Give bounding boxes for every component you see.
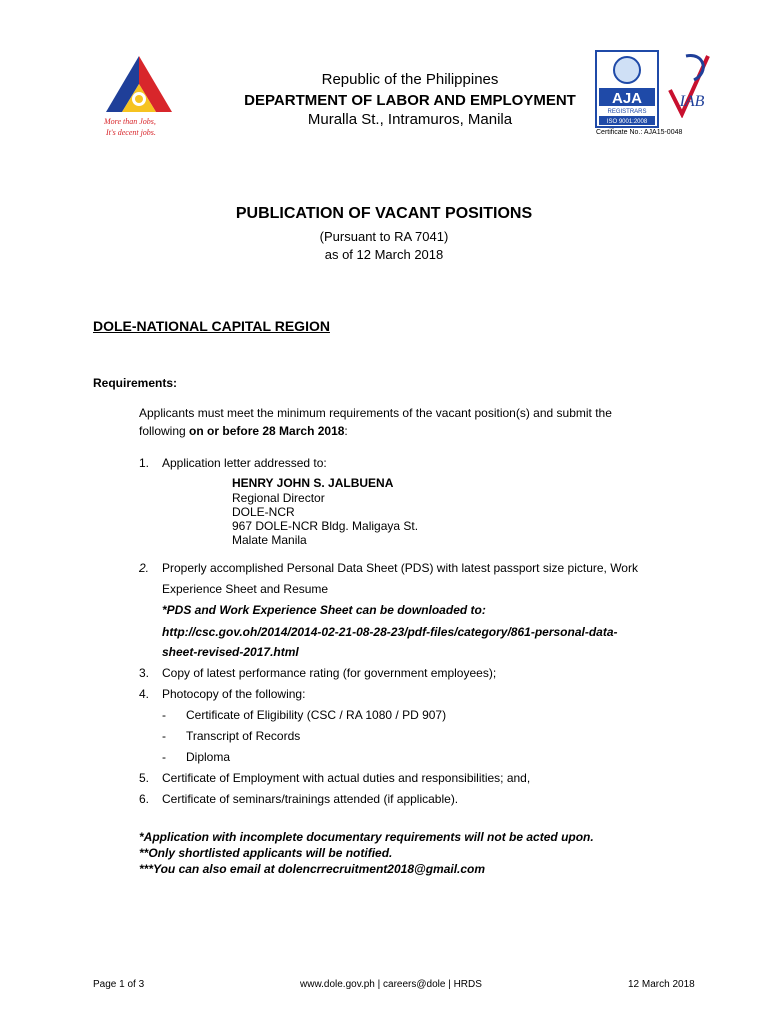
item-2-line-2: Experience Sheet and Resume bbox=[162, 582, 329, 596]
header-department: DEPARTMENT OF LABOR AND EMPLOYMENT bbox=[244, 92, 576, 109]
sub-item-transcript: Transcript of Records bbox=[186, 729, 301, 743]
pds-download-link[interactable]: http://csc.gov.oh/2014/2014-02-21-08-28-23/pdf-files/category/861-personal-data- bbox=[162, 625, 618, 639]
publication-title: PUBLICATION OF VACANT POSITIONS bbox=[235, 205, 533, 222]
note-email: ***You can also email at dolencrrecruitment2018@gmail.com bbox=[139, 862, 486, 876]
intro-suffix: : bbox=[344, 424, 348, 438]
aja-iso: ISO 9001:2008 bbox=[606, 119, 648, 125]
addressee-street: 967 DOLE-NCR Bldg. Maligaya St. bbox=[232, 519, 419, 533]
header-address: Muralla St., Intramuros, Manila bbox=[307, 111, 513, 128]
footer-date: 12 March 2018 bbox=[628, 979, 695, 990]
footer-page-number: Page 1 of 3 bbox=[93, 979, 145, 990]
publication-subtitle: (Pursuant to RA 7041) bbox=[319, 229, 449, 244]
addressee-title: Regional Director bbox=[232, 491, 325, 505]
aja-logo bbox=[595, 50, 659, 128]
pds-download-link-cont[interactable]: sheet-revised-2017.html bbox=[162, 645, 299, 659]
item-number-1: 1. bbox=[139, 456, 150, 470]
deadline: on or before 28 March 2018 bbox=[189, 424, 345, 438]
logo-tagline-2: It's decent jobs. bbox=[106, 128, 156, 137]
item-6: Certificate of seminars/trainings attended (if applicable). bbox=[162, 792, 459, 806]
note-incomplete: *Application with incomplete documentary requirements will not be acted upon. bbox=[139, 830, 594, 844]
item-4: Photocopy of the following: bbox=[162, 687, 306, 701]
item-2-download-note: *PDS and Work Experience Sheet can be downloaded to: bbox=[162, 603, 486, 617]
item-3: Copy of latest performance rating (for government employees); bbox=[162, 666, 497, 680]
note-shortlisted: **Only shortlisted applicants will be notified. bbox=[139, 846, 393, 860]
item-number-2: 2. bbox=[139, 561, 150, 575]
addressee-city: Malate Manila bbox=[232, 533, 307, 547]
region-heading: DOLE-NATIONAL CAPITAL REGION bbox=[93, 318, 330, 334]
requirements-heading: Requirements: bbox=[93, 376, 178, 390]
item-number-6: 6. bbox=[139, 792, 150, 806]
addressee-office: DOLE-NCR bbox=[232, 505, 295, 519]
iab-logo bbox=[664, 50, 712, 118]
intro-line-1: Applicants must meet the minimum requirements of the vacant position(s) and submit the bbox=[139, 406, 612, 420]
aja-text: AJA bbox=[611, 90, 643, 107]
intro-prefix: following bbox=[139, 424, 190, 438]
certificate-number: Certificate No.: AJA15-0048 bbox=[596, 129, 683, 136]
item-5: Certificate of Employment with actual duties and responsibilities; and, bbox=[162, 771, 531, 785]
aja-registrars: REGISTRARS bbox=[607, 109, 647, 115]
footer-links: www.dole.gov.ph | careers@dole | HRDS bbox=[300, 979, 482, 990]
sub-bullet: - bbox=[162, 708, 166, 722]
sub-item-diploma: Diploma bbox=[186, 750, 231, 764]
header-country: Republic of the Philippines bbox=[321, 71, 499, 88]
item-1: Application letter addressed to: bbox=[162, 456, 327, 470]
intro-line-2 bbox=[139, 424, 348, 438]
sub-bullet: - bbox=[162, 750, 166, 764]
sub-item-eligibility: Certificate of Eligibility (CSC / RA 1080 / PD 907) bbox=[186, 708, 447, 722]
iab-text: IAB bbox=[679, 93, 705, 110]
addressee-name: HENRY JOHN S. JALBUENA bbox=[232, 476, 394, 490]
item-number-4: 4. bbox=[139, 687, 150, 701]
item-number-5: 5. bbox=[139, 771, 150, 785]
publication-date: as of 12 March 2018 bbox=[324, 247, 444, 262]
item-2-line-1: Properly accomplished Personal Data Sheet (PDS) with latest passport size picture, Work bbox=[162, 561, 638, 575]
logo-tagline-1: More than Jobs, bbox=[104, 117, 156, 126]
sub-bullet: - bbox=[162, 729, 166, 743]
item-number-3: 3. bbox=[139, 666, 150, 680]
